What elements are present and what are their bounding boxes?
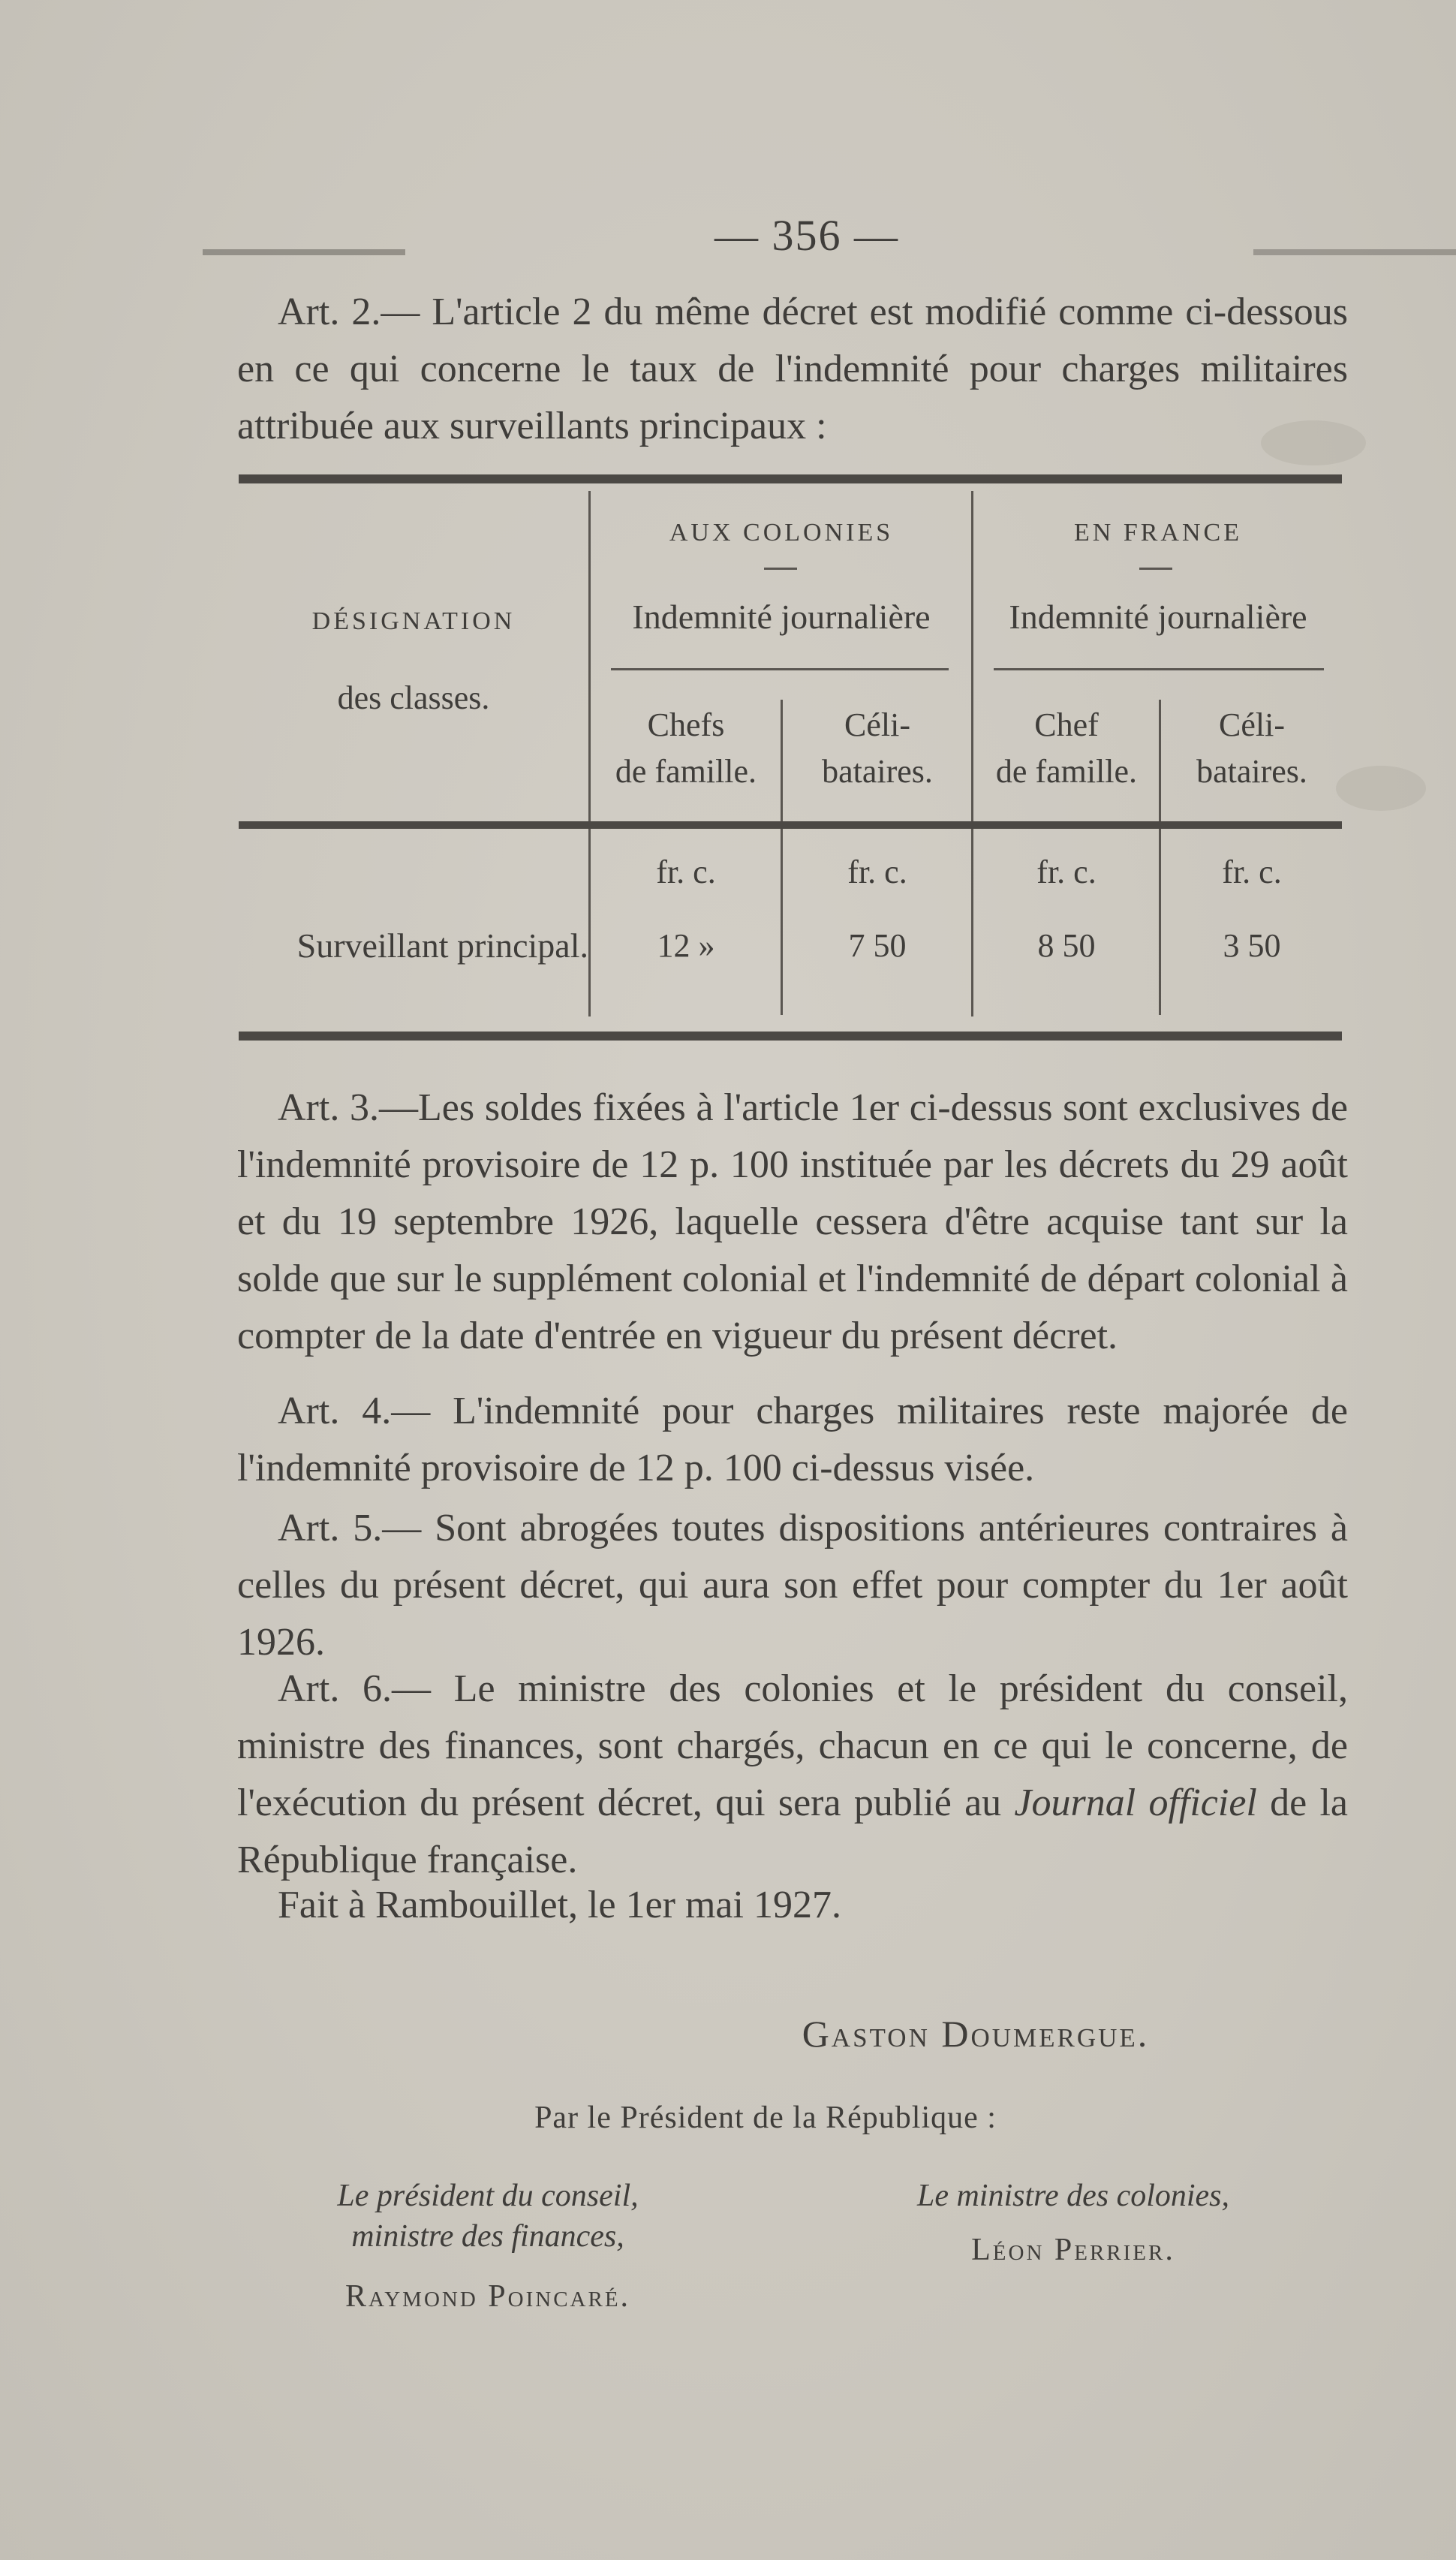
header-dash <box>764 568 797 570</box>
page-number: — 356 — <box>714 211 899 260</box>
article-4 <box>237 1383 1348 1497</box>
col-chefs-l1: Chefs <box>647 706 725 743</box>
designation-subheader: des classes. <box>337 679 490 716</box>
table-divider <box>971 491 973 1016</box>
header-rule-right <box>1253 249 1456 255</box>
value-cell: 8 50 <box>1037 927 1096 964</box>
article-2 <box>237 284 1348 455</box>
header-rule-left <box>203 249 405 255</box>
col-chefs-l2: de famille. <box>615 753 757 790</box>
france-header: EN FRANCE <box>1074 519 1242 547</box>
col-chef-l2: de famille. <box>995 753 1138 790</box>
col-celib2-l1: Céli- <box>1219 706 1285 743</box>
header-dash <box>1139 568 1172 570</box>
article-5 <box>237 1500 1348 1671</box>
article-6 <box>237 1661 1348 1889</box>
unit-cell: fr. c. <box>656 854 716 890</box>
table-divider <box>781 700 783 1015</box>
fait-text: Fait à Rambouillet, le 1er mai 1927. <box>278 1884 841 1926</box>
col-celib-l1: Céli- <box>844 706 910 743</box>
col-chef-l1: Chef <box>1034 706 1099 743</box>
president-signature: Gaston Doumergue. <box>802 2013 1150 2055</box>
brace-rule <box>994 668 1324 670</box>
page-header <box>188 203 1456 260</box>
table-bottom-rule <box>239 1032 1342 1041</box>
designation-header: DÉSIGNATION <box>311 607 516 635</box>
table-divider <box>588 491 591 1016</box>
colonies-header: AUX COLONIES <box>669 519 894 547</box>
colonies-subheader: Indemnité journalière <box>632 598 931 636</box>
col-celib2-l2: bataires. <box>1196 753 1307 790</box>
par-le-president: Par le Président de la République : <box>534 2101 997 2135</box>
value-cell: 7 50 <box>848 927 907 964</box>
row-label: Surveillant principal. <box>296 926 588 965</box>
indemnity-table <box>239 474 1342 1045</box>
article-2-text: Art. 2.— L'article 2 du même décret est modifié comme ci-dessous en ce qui concerne le taux de l'indemnité pour charges militaires attribuée aux surveillants principaux : <box>237 291 1348 447</box>
left-signatory-name: Raymond Poincaré. <box>344 2279 631 2314</box>
journal-officiel: Journal officiel <box>1014 1781 1257 1824</box>
paper-stain <box>1336 766 1426 811</box>
left-signatory-title-2: ministre des finances, <box>351 2219 624 2254</box>
table-divider <box>1159 700 1161 1015</box>
brace-rule <box>611 668 949 670</box>
article-3-text: Art. 3.—Les soldes fixées à l'article 1er ci-dessus sont exclusives de l'indemnité provisoire de 12 p. 100 instituée par les décrets du 29 août et du 19 septembre 1926, laquelle cessera d'être acquise tant sur la solde que sur le supplément colonial et l'indemnité de départ colonial à compter de la date d'entrée en vigueur du présent décret. <box>237 1086 1348 1357</box>
header-bottom-rule <box>239 821 1342 829</box>
unit-cell: fr. c. <box>1036 854 1097 890</box>
value-cell: 3 50 <box>1223 927 1281 964</box>
table-top-rule <box>239 474 1342 483</box>
article-3 <box>237 1080 1348 1365</box>
left-signatory-title-1: Le président du conseil, <box>337 2179 639 2213</box>
fait-line <box>237 1877 1348 1934</box>
article-4-text: Art. 4.— L'indemnité pour charges militaires reste majorée de l'indemnité provisoire de 12 p. 100 ci-dessus visée. <box>237 1390 1348 1489</box>
article-5-text: Art. 5.— Sont abrogées toutes dispositions antérieures contraires à celles du présent décret, qui aura son effet pour compter du 1er août 1926. <box>237 1507 1348 1664</box>
col-celib-l2: bataires. <box>822 753 933 790</box>
right-signatory-name: Léon Perrier. <box>971 2233 1175 2267</box>
value-cell: 12 » <box>657 927 715 964</box>
unit-cell: fr. c. <box>1222 854 1282 890</box>
right-signatory-title: Le ministre des colonies, <box>916 2179 1230 2213</box>
article-6-end: de la République française. <box>237 1781 1348 1881</box>
unit-cell: fr. c. <box>847 854 907 890</box>
article-6-text: Art. 6.— Le ministre des colonies et le président du conseil, ministre des finances, sont chargés, chacun en ce qui le concerne, de l'exécution du présent décret, qui sera publié au <box>237 1667 1348 1824</box>
france-subheader: Indemnité journalière <box>1009 598 1307 636</box>
